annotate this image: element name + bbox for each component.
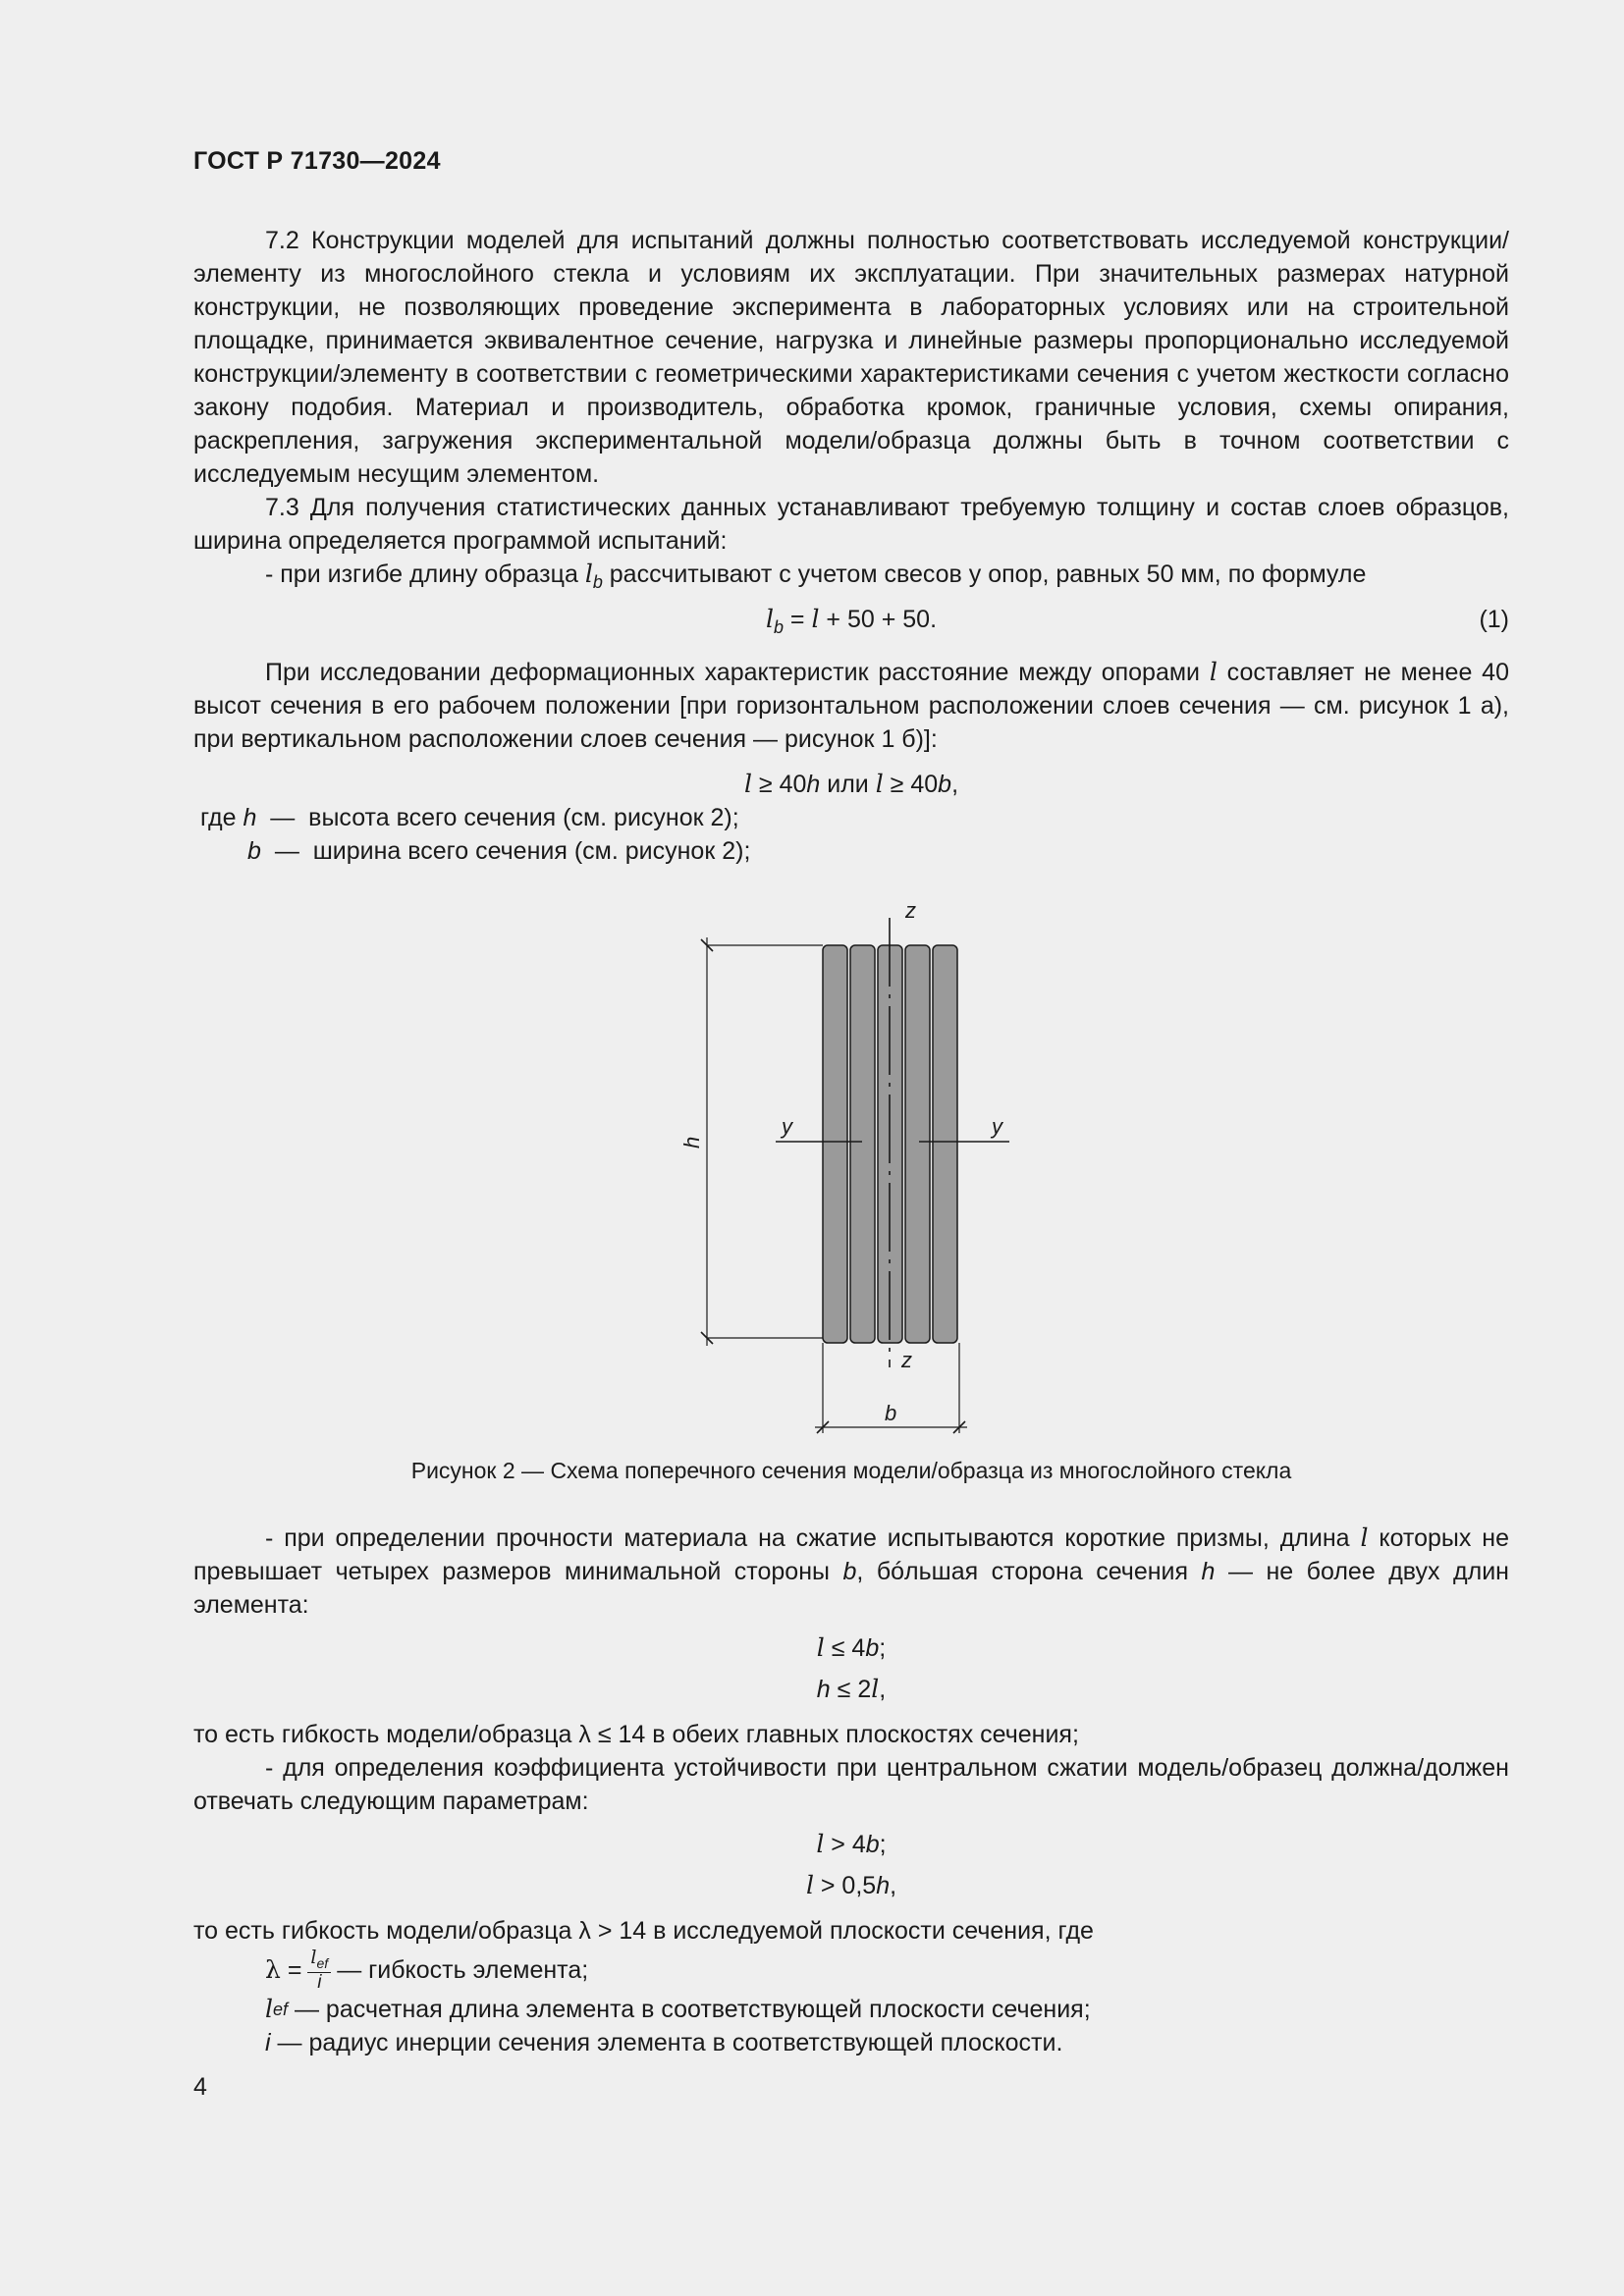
i-symbol: i (265, 2029, 271, 2056)
compression-post: — не более двух длин элемента: (193, 1558, 1509, 1619)
stability-eq-2 (193, 1865, 1509, 1906)
deform-post: составляет не менее 40 высот сечения в его рабочем положении [при горизонтальном расположении слоев сечения — см. рисунок 1 а), при вертикальном расположении слоев сечения — рисунок 1 б)]: (193, 659, 1509, 753)
i-text: — радиус инерции сечения элемента в соответствующей плоскости. (277, 2029, 1063, 2056)
bending-sub: b (592, 572, 603, 592)
ineq-l1: l (743, 770, 752, 798)
figure-caption: Рисунок 2 — Схема поперечного сечения модели/образца из многослойного стекла (410, 1458, 1292, 1483)
compression-var-b: b (842, 1558, 857, 1585)
def-b-sym: b (247, 837, 261, 865)
formula-1 (193, 603, 1509, 644)
compression-mid: которых не превышает четырех размеров минимальной стороны (193, 1524, 1509, 1585)
definition-h (200, 801, 1509, 834)
ineq-l2: l (875, 770, 884, 798)
lambda-eq: = (287, 1956, 302, 1984)
ineq-b: ≥ 40 (883, 771, 939, 798)
ineq-a: ≥ 40 (751, 771, 807, 798)
c-eq1-l: l (816, 1633, 825, 1662)
bending-var: l (584, 560, 593, 588)
paragraph-bending (193, 558, 1509, 599)
c-eq1-rest: ≤ 4 (824, 1634, 866, 1662)
ineq-end: , (951, 771, 959, 798)
stability-conclusion: то есть гибкость модели/образца λ > 14 в исследуемой плоскости сечения, где (193, 1917, 1094, 1945)
formula-sub: b (773, 617, 784, 637)
glass-layer-1 (823, 945, 847, 1343)
fraction-denominator: i (317, 1972, 322, 1994)
paragraph-compression (193, 1522, 1509, 1622)
y-label-left: y (782, 1114, 792, 1139)
c-eq1-b: b (865, 1634, 880, 1662)
paragraph-stability: - для определения коэффициента устойчивости при центральном сжатии модель/образец должна/должен отвечать следующим параметрам: (193, 1754, 1509, 1815)
ineq-h: h (806, 771, 821, 798)
frac-num-l: l (310, 1946, 317, 1968)
formula-rest: + 50 + 50. (819, 606, 938, 633)
figure-2 (677, 898, 1011, 1443)
bending-pre: - при изгибе длину образца (265, 561, 578, 588)
text-block-top (193, 224, 1509, 868)
compression-conclusion: то есть гибкость модели/образца λ ≤ 14 в обеих главных плоскостях сечения; (193, 1721, 1079, 1748)
s-eq2-h: h (876, 1872, 891, 1899)
glass-layer-4 (905, 945, 930, 1343)
formula-number: (1) (1479, 606, 1509, 633)
i-definition (265, 2026, 1509, 2059)
inequality-40 (193, 768, 1509, 801)
compression-var-h: h (1201, 1558, 1216, 1585)
h-label: h (679, 1136, 704, 1148)
where-label: где (200, 804, 237, 831)
c-eq2-end: , (879, 1676, 887, 1703)
text-block-bottom (193, 1522, 1509, 2059)
def-b-dash: — (274, 837, 299, 865)
cross-section-diagram (677, 898, 1011, 1443)
def-b-text: ширина всего сечения (см. рисунок 2); (312, 837, 751, 865)
c-eq2-rest: ≤ 2 (830, 1676, 872, 1703)
formula-eq: = (783, 606, 812, 633)
definition-b (247, 834, 1509, 868)
ineq-bvar: b (938, 771, 952, 798)
deform-pre: При исследовании деформационных характеристик расстояние между опорами (265, 659, 1201, 686)
s-eq2-l: l (805, 1871, 814, 1899)
compression-pre: - при определении прочности материала на сжатие испытываются короткие призмы, длина (265, 1524, 1350, 1552)
lef-definition (265, 1993, 1509, 2026)
glass-layer-2 (850, 945, 875, 1343)
s-eq1-rest: > 4 (824, 1831, 866, 1858)
compression-eq-2 (193, 1669, 1509, 1710)
compression-var-l: l (1360, 1523, 1369, 1552)
document-header: ГОСТ Р 71730—2024 (193, 147, 441, 175)
paragraph-deformation (193, 656, 1509, 756)
z-label-top: z (905, 898, 916, 923)
paragraph-7-2: 7.2 Конструкции моделей для испытаний должны полностью соответствовать исследуемой конструкции/элементу из многослойного стекла и условиям их эксплуатации. При значительных размерах натурной конструкции, не позволяющих проведение эксперимента в лабораторных условиях или на строительной площадке, принимается эквивалентное сечение, нагрузка и линейные размеры пропорционально исследуемой конструкции/элементу в соответствии с геометрическими характеристиками сечения с учетом жесткости согласно закону подобия. Материал и производитель, обработка кромок, граничные условия, схемы опирания, раскрепления, загружения экспериментальной модели/образца должны быть в точном соответствии с исследуемым несущим элементом. (193, 227, 1509, 488)
y-label-right: y (992, 1114, 1002, 1139)
lef-l: l (265, 1995, 273, 2023)
c-eq1-end: ; (879, 1634, 887, 1662)
glass-layer-5 (933, 945, 957, 1343)
c-eq2-l: l (871, 1675, 880, 1703)
lef-text: — расчетная длина элемента в соответствующей плоскости сечения; (294, 1996, 1091, 2023)
compression-eq-1 (193, 1628, 1509, 1669)
paragraph-7-3: 7.3 Для получения статистических данных устанавливают требуемую толщину и состав слоев образцов, ширина определяется программой испытаний: (193, 494, 1509, 555)
lambda-fraction (307, 1948, 331, 1994)
def-h-text: высота всего сечения (см. рисунок 2); (308, 804, 739, 831)
lambda-definition (265, 1948, 1509, 1993)
formula-l: l (811, 605, 820, 633)
s-eq2-end: , (890, 1872, 897, 1899)
compression-mid2: , бóльшая сторона сечения (856, 1558, 1189, 1585)
b-label: b (885, 1401, 897, 1425)
s-eq2-rest: > 0,5 (813, 1872, 877, 1899)
page-number: 4 (193, 2073, 207, 2101)
frac-num-sub: ef (316, 1954, 329, 1971)
c-eq2-h: h (816, 1676, 831, 1703)
s-eq1-l: l (816, 1830, 825, 1858)
stability-eq-1 (193, 1824, 1509, 1865)
bending-post: рассчитывают с учетом свесов у опор, равных 50 мм, по формуле (609, 561, 1367, 588)
def-h-dash: — (270, 804, 296, 831)
formula-lhs: l (765, 605, 774, 633)
lambda-symbol: λ (265, 1955, 281, 1984)
s-eq1-end: ; (879, 1831, 887, 1858)
lambda-text: — гибкость элемента; (337, 1956, 589, 1984)
fraction-numerator (307, 1948, 331, 1974)
ineq-or: или (820, 771, 876, 798)
z-label-bottom: z (901, 1348, 912, 1372)
deform-var: l (1209, 658, 1218, 686)
lef-sub: ef (273, 2000, 289, 2019)
s-eq1-b: b (865, 1831, 880, 1858)
def-h-sym: h (243, 804, 257, 831)
